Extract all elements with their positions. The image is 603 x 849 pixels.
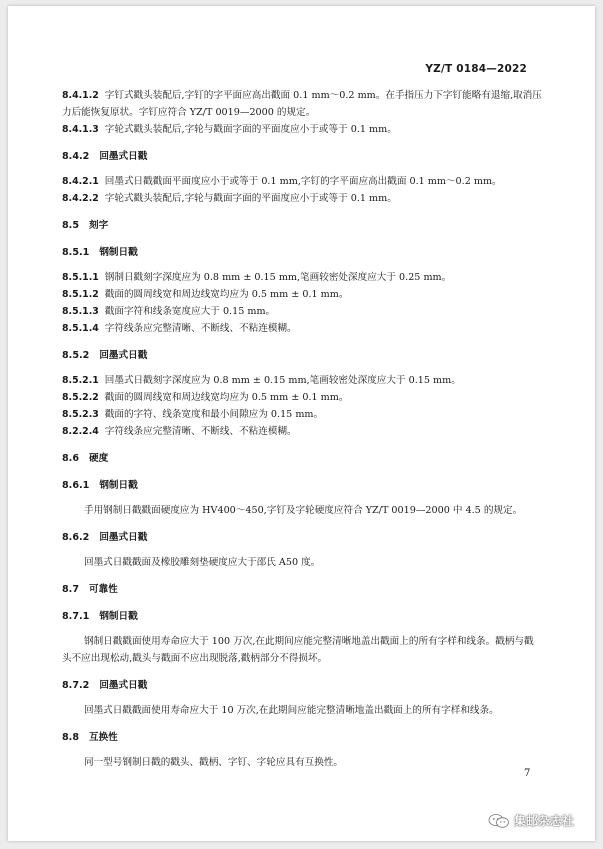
clause-number: 8.5.1.3: [62, 306, 99, 317]
clause-8-5-1-1: [62, 269, 542, 286]
section-heading-8-5-2: [62, 347, 542, 364]
clause-text: 戳面的字符、线条宽度和最小间隙应为 0.15 mm。: [104, 409, 324, 420]
clause-text: 回墨式日戳戳面平面度应小于或等于 0.1 mm,字钉的字平面应高出戳面 0.1 mm～0.2 mm。: [104, 176, 502, 187]
clause-text: 字轮式戳头装配后,字轮与戳面字面的平面度应小于或等于 0.1 mm。: [104, 193, 397, 204]
clause-number: 8.4.2.2: [62, 193, 99, 204]
clause-number: 8.2.2.4: [62, 426, 99, 437]
section-heading-8-5: [62, 217, 542, 234]
clause-text: 回墨式日戳刻字深度应为 0.8 mm ± 0.15 mm,笔画较密处深度应大于 0.15 mm。: [104, 375, 461, 386]
watermark-text: 集邮杂志社: [514, 814, 575, 828]
clause-number: 8.4.1.3: [62, 124, 99, 135]
section-heading-8-7: [62, 581, 542, 598]
wechat-icon: [488, 813, 510, 829]
section-heading-8-6-2: [62, 529, 542, 546]
heading-number: 8.7: [62, 584, 79, 595]
clause-number: 8.5.1.2: [62, 289, 99, 300]
heading-number: 8.6: [62, 453, 79, 464]
heading-number: 8.7.2: [62, 680, 90, 691]
section-heading-8-6: [62, 450, 542, 467]
heading-number: 8.8: [62, 732, 79, 743]
heading-number: 8.6.1: [62, 480, 90, 491]
clause-text: 字轮式戳头装配后,字轮与戳面字面的平面度应小于或等于 0.1 mm。: [104, 124, 397, 135]
clause-8-5-2-3: [62, 406, 542, 423]
clause-number: 8.5.2.3: [62, 409, 99, 420]
body-paragraph: 回墨式日戳戳面及橡胶雕刻垫硬度应大于邵氏 A50 度。: [84, 557, 321, 568]
heading-title: 回墨式日戳: [99, 532, 148, 543]
clause-text: 钢制日戳刻字深度应为 0.8 mm ± 0.15 mm,笔画较密处深度应大于 0.25 mm。: [104, 272, 452, 283]
page-number: 7: [524, 768, 531, 779]
clause-8-4-2-2: [62, 190, 542, 207]
clause-8-4-2-1: [62, 173, 542, 190]
clause-number: 8.5.1.4: [62, 323, 99, 334]
heading-title: 互换性: [89, 732, 118, 743]
clause-text: 字符线条应完整清晰、不断线、不粘连模糊。: [104, 426, 297, 437]
clause-8-5-1-4: [62, 320, 542, 337]
section-heading-8-8: [62, 729, 542, 746]
section-heading-8-6-1: [62, 477, 542, 494]
section-heading-8-5-1: [62, 244, 542, 261]
heading-number: 8.5: [62, 220, 79, 231]
clause-text: 字钉式戳头装配后,字钉的字平面应高出戳面 0.1 mm～0.2 mm。在手指压力下字钉能略有退缩,取消压力后能恢复原状。字钉应符合 YZ/T 0019—2000 的规定。: [62, 90, 542, 118]
body-paragraph: 回墨式日戳戳面使用寿命应大于 10 万次,在此期间应能完整清晰地盖出戳面上的所有字样和线条。: [84, 705, 499, 716]
watermark: [488, 812, 574, 829]
clause-text: 字符线条应完整清晰、不断线、不粘连模糊。: [104, 323, 297, 334]
clause-8-5-1-2: [62, 286, 542, 303]
document-page: [8, 6, 595, 841]
clause-8-5-2-1: [62, 372, 542, 389]
section-heading-8-7-2: [62, 677, 542, 694]
heading-title: 回墨式日戳: [99, 151, 148, 162]
clause-text: 戳面的圆周线宽和周边线宽均应为 0.5 mm ± 0.1 mm。: [104, 392, 349, 403]
clause-8-5-2-2: [62, 389, 542, 406]
clause-text: 戳面字符和线条宽度应大于 0.15 mm。: [104, 306, 276, 317]
clause-8-2-2-4: [62, 423, 542, 440]
clause-8-4-1-3: [62, 121, 542, 138]
clause-text: 戳面的圆周线宽和周边线宽均应为 0.5 mm ± 0.1 mm。: [104, 289, 349, 300]
document-body: [62, 87, 542, 775]
heading-number: 8.4.2: [62, 151, 90, 162]
clause-number: 8.5.1.1: [62, 272, 99, 283]
section-heading-8-4-2: [62, 148, 542, 165]
clause-number: 8.4.2.1: [62, 176, 99, 187]
section-heading-8-7-1: [62, 608, 542, 625]
heading-number: 8.7.1: [62, 611, 90, 622]
clause-8-5-1-3: [62, 303, 542, 320]
heading-title: 硬度: [89, 453, 109, 464]
clause-number: 8.5.2.2: [62, 392, 99, 403]
heading-number: 8.5.1: [62, 247, 90, 258]
clause-8-4-1-2: [62, 87, 542, 121]
heading-title: 钢制日戳: [99, 480, 138, 491]
heading-title: 钢制日戳: [99, 611, 138, 622]
body-paragraph: 同一型号钢制日戳的戳头、戳柄、字钉、字轮应具有互换性。: [84, 757, 344, 768]
body-paragraph: 钢制日戳戳面使用寿命应大于 100 万次,在此期间应能完整清晰地盖出戳面上的所有字样和线条。戳柄与戳头不应出现松动,戳头与戳面不应出现脱落,戳柄部分不得损坏。: [62, 636, 534, 664]
heading-title: 可靠性: [89, 584, 118, 595]
heading-number: 8.6.2: [62, 532, 90, 543]
clause-number: 8.4.1.2: [62, 90, 99, 101]
heading-title: 钢制日戳: [99, 247, 138, 258]
body-paragraph: 手用钢制日戳戳面硬度应为 HV400～450,字钉及字轮硬度应符合 YZ/T 0019—2000 中 4.5 的规定。: [84, 505, 523, 516]
clause-number: 8.5.2.1: [62, 375, 99, 386]
heading-title: 回墨式日戳: [99, 680, 148, 691]
heading-title: 回墨式日戳: [99, 350, 148, 361]
standard-number: YZ/T 0184—2022: [425, 63, 527, 75]
heading-title: 刻字: [89, 220, 109, 231]
heading-number: 8.5.2: [62, 350, 90, 361]
